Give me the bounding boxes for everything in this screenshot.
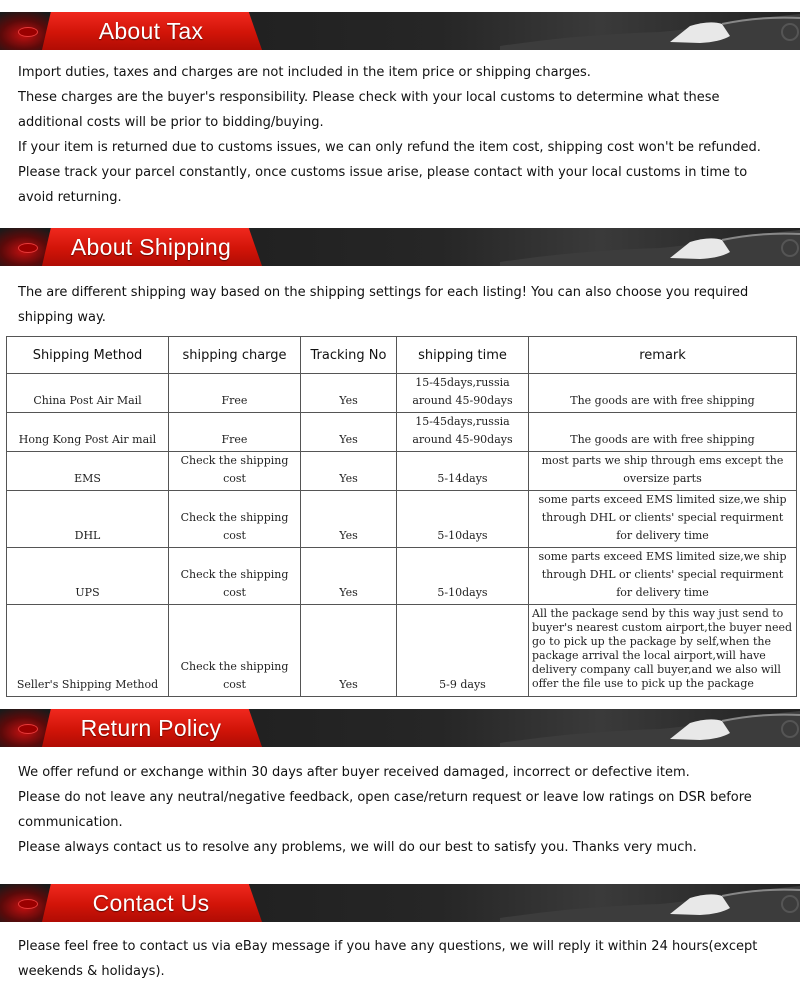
table-cell: DHL bbox=[7, 491, 169, 548]
text-line: shipping way. bbox=[18, 310, 106, 325]
table-header-row bbox=[7, 337, 797, 374]
table-cell: Check the shipping cost bbox=[169, 491, 301, 548]
banner-about-shipping bbox=[0, 228, 800, 266]
banner-about-tax bbox=[0, 12, 800, 50]
column-header: Tracking No bbox=[301, 337, 397, 374]
table-row bbox=[7, 605, 797, 697]
returns-text bbox=[18, 760, 788, 860]
table-cell: The goods are with free shipping bbox=[529, 413, 797, 452]
table-cell: Seller's Shipping Method bbox=[7, 605, 169, 697]
table-cell: Check the shipping cost bbox=[169, 548, 301, 605]
table-cell: Check the shipping cost bbox=[169, 452, 301, 491]
table-row bbox=[7, 452, 797, 491]
table-cell: Yes bbox=[301, 491, 397, 548]
column-header: shipping time bbox=[397, 337, 529, 374]
car-silhouette-icon bbox=[460, 709, 800, 747]
table-cell: Free bbox=[169, 413, 301, 452]
table-cell: Yes bbox=[301, 605, 397, 697]
table-cell: 5-14days bbox=[397, 452, 529, 491]
banner-contact-us bbox=[0, 884, 800, 922]
text-line: Please track your parcel constantly, once customs issue arise, please contact with your local customs in time to bbox=[18, 165, 748, 180]
table-cell: UPS bbox=[7, 548, 169, 605]
text-line: communication. bbox=[18, 815, 123, 830]
table-row bbox=[7, 374, 797, 413]
text-line: We offer refund or exchange within 30 days after buyer received damaged, incorrect or defective item. bbox=[18, 765, 690, 780]
text-line: Please do not leave any neutral/negative feedback, open case/return request or leave low ratings on DSR before bbox=[18, 790, 752, 805]
table-row bbox=[7, 548, 797, 605]
tiny-logo-icon bbox=[18, 899, 38, 909]
section-title: About Tax bbox=[98, 18, 204, 44]
table-cell: 5-10days bbox=[397, 491, 529, 548]
table-row bbox=[7, 491, 797, 548]
table-cell: 15-45days,russia around 45-90days bbox=[397, 374, 529, 413]
table-cell: some parts exceed EMS limited size,we ship through DHL or clients' special requirment for delivery time bbox=[529, 548, 797, 605]
table-row bbox=[7, 413, 797, 452]
car-silhouette-icon bbox=[460, 884, 800, 922]
table-cell: most parts we ship through ems except the oversize parts bbox=[529, 452, 797, 491]
banner-return-policy bbox=[0, 709, 800, 747]
car-silhouette-icon bbox=[460, 228, 800, 266]
tiny-logo-icon bbox=[18, 27, 38, 37]
table-cell: Free bbox=[169, 374, 301, 413]
table-cell: 5-10days bbox=[397, 548, 529, 605]
table-cell: Yes bbox=[301, 452, 397, 491]
table-cell: EMS bbox=[7, 452, 169, 491]
table-cell: Yes bbox=[301, 548, 397, 605]
section-title: About Shipping bbox=[70, 234, 232, 260]
text-line: The are different shipping way based on the shipping settings for each listing! You can also choose you required bbox=[18, 285, 749, 300]
shipping-table bbox=[6, 336, 797, 697]
text-line: weekends & holidays). bbox=[18, 964, 165, 979]
table-cell: China Post Air Mail bbox=[7, 374, 169, 413]
table-cell: 5-9 days bbox=[397, 605, 529, 697]
table-cell: Hong Kong Post Air mail bbox=[7, 413, 169, 452]
column-header: shipping charge bbox=[169, 337, 301, 374]
table-cell: All the package send by this way just send to buyer's nearest custom airport,the buyer need go to pick up the package by self,when the package arrival the local airport,will have delivery company call buyer,and we also will offer the file use to pick up the package bbox=[529, 605, 797, 697]
table-cell: Yes bbox=[301, 413, 397, 452]
tiny-logo-icon bbox=[18, 243, 38, 253]
text-line: These charges are the buyer's responsibility. Please check with your local customs to determine what these bbox=[18, 90, 720, 105]
shipping-text bbox=[18, 280, 788, 330]
column-header: Shipping Method bbox=[7, 337, 169, 374]
table-cell: Check the shipping cost bbox=[169, 605, 301, 697]
section-title: Contact Us bbox=[92, 890, 210, 916]
table-cell: 15-45days,russia around 45-90days bbox=[397, 413, 529, 452]
car-silhouette-icon bbox=[460, 12, 800, 50]
table-cell: Yes bbox=[301, 374, 397, 413]
tiny-logo-icon bbox=[18, 724, 38, 734]
text-line: additional costs will be prior to bidding/buying. bbox=[18, 115, 324, 130]
column-header: remark bbox=[529, 337, 797, 374]
contact-text bbox=[18, 934, 788, 984]
text-line: If your item is returned due to customs issues, we can only refund the item cost, shipping cost won't be refunded. bbox=[18, 140, 761, 155]
text-line: avoid returning. bbox=[18, 190, 122, 205]
table-cell: some parts exceed EMS limited size,we ship through DHL or clients' special requirment for delivery time bbox=[529, 491, 797, 548]
tax-text bbox=[18, 60, 788, 210]
section-title: Return Policy bbox=[80, 715, 222, 741]
table-cell: The goods are with free shipping bbox=[529, 374, 797, 413]
text-line: Import duties, taxes and charges are not included in the item price or shipping charges. bbox=[18, 65, 591, 80]
text-line: Please always contact us to resolve any problems, we will do our best to satisfy you. Thanks very much. bbox=[18, 840, 697, 855]
text-line: Please feel free to contact us via eBay message if you have any questions, we will reply it within 24 hours(except bbox=[18, 939, 758, 954]
